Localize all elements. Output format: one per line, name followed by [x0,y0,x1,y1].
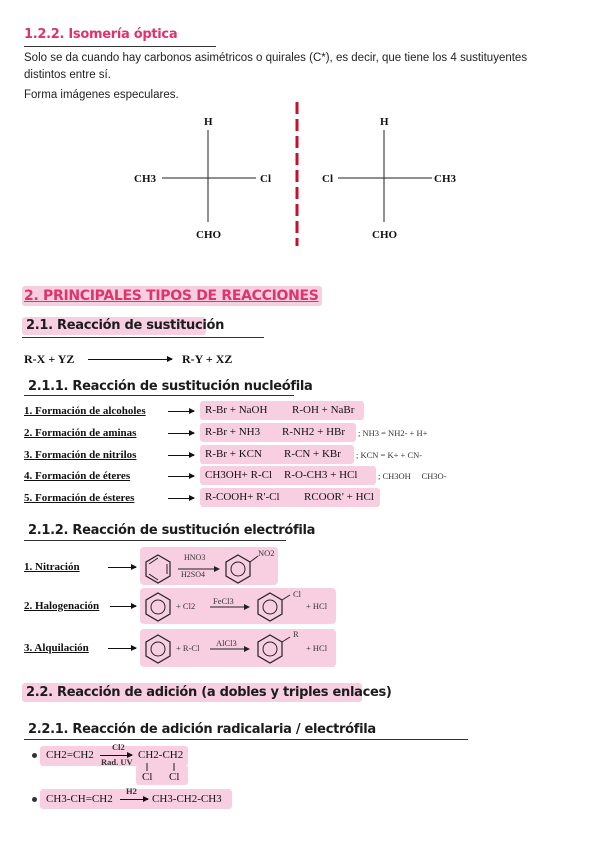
nucleophilic-row-4-label: 4. Formación de éteres [24,470,131,482]
bullet-1 [32,753,37,758]
mol-right-right: CH3 [434,173,456,185]
section-212-underline [24,540,286,541]
section-21-title: 2.1. Reacción de sustitución [26,318,225,333]
alkylation-plus: + R-Cl [176,643,200,653]
halogenation-reagent: FeCl3 [213,596,234,606]
nucleophilic-row-3-label: 3. Formación de nitrilos [24,449,137,461]
nucleophilic-row-3-reactants: R-Br + KCN [205,448,262,460]
section-221-title: 2.2.1. Reacción de adición radicalaria / electrófila [28,722,376,737]
nucleophilic-row-3-products: R-CN + KBr [284,448,341,460]
section-211-title: 2.1.1. Reacción de sustitución nucleófila [28,379,313,394]
nucleophilic-row-5-label: 5. Formación de ésteres [24,492,135,504]
eq-21-arrow [88,359,172,360]
nucleophilic-row-1-arrow [168,411,194,412]
eq2-reagent-top: H2 [126,786,137,796]
eq1-sub1: Cl [142,771,153,783]
nitration-substituent: NO2 [258,548,275,558]
eq-21-right: R-Y + XZ [182,352,233,366]
mol-left-top: H [204,116,213,128]
eq2-arrow [120,799,148,800]
eq2-product: CH3-CH2-CH3 [152,793,222,805]
halogenation-substituent: Cl [293,589,302,599]
section-title-isomeria-optica: 1.2.2. Isomería óptica [24,27,178,42]
section-21-underline [22,337,264,338]
nucleophilic-row-4-arrow [168,476,194,477]
mol-left-left: CH3 [134,173,156,185]
eq1-reagent-bottom: Rad. UV [101,757,133,767]
electrophilic-row-2-arrow [110,606,136,607]
eq1-arrow [100,755,132,756]
mol-right-left: Cl [322,173,333,185]
nucleophilic-row-4-products: R-O-CH3 + HCl [284,469,358,481]
eq-21-left: R-X + YZ [24,352,75,366]
mol-right-top: H [380,116,389,128]
halogenation-byproduct: + HCl [306,601,328,611]
nitration-reagent-top: HNO3 [184,553,206,562]
section-212-title: 2.1.2. Reacción de sustitución electrófila [28,523,316,538]
alkylation-reagent: AlCl3 [216,638,237,648]
eq1-reagent-top: Cl2 [112,742,125,752]
electrophilic-row-1-label: 1. Nitración [24,561,80,573]
nucleophilic-row-5-arrow [168,498,194,499]
paragraph-line-1: Solo se da cuando hay carbonos asimétricos o quirales (C*), es decir, que tiene los 4 sustituyentes [24,52,528,64]
nucleophilic-row-2-products: R-NH2 + HBr [282,426,346,438]
eq1-reactant: CH2=CH2 [46,749,94,761]
eq2-reactant: CH3-CH=CH2 [46,793,113,805]
section-221-underline [24,739,468,740]
alkylation-substituent: R [293,629,299,639]
nucleophilic-row-2-arrow [168,433,194,434]
paragraph-line-3: Forma imágenes especulares. [24,89,179,101]
nucleophilic-row-4-reactants: CH3OH+ R-Cl [205,469,273,481]
electrophilic-row-3-label: 3. Alquilación [24,642,89,654]
title-underline [24,46,216,47]
nucleophilic-row-1-label: 1. Formación de alcoholes [24,405,146,417]
nucleophilic-row-5-products: RCOOR' + HCl [304,491,374,503]
nucleophilic-row-1-reactants: R-Br + NaOH [205,404,268,416]
nucleophilic-row-2-reactants: R-Br + NH3 [205,426,261,438]
nucleophilic-row-3-note: ; KCN = K+ + CN- [356,450,423,460]
electrophilic-row-2-label: 2. Halogenación [24,600,100,612]
nitration-reagent-bottom: H2SO4 [181,570,206,579]
nucleophilic-row-4-note: ; CH3OH CH3O- [378,471,447,481]
nucleophilic-row-2-label: 2. Formación de aminas [24,427,137,439]
bullet-2 [32,797,37,802]
mol-left-bottom: CHO [196,229,222,241]
nucleophilic-row-2-note: ; NH3 = NH2- + H+ [358,428,428,438]
section-22-title: 2.2. Reacción de adición (a dobles y triples enlaces) [26,685,392,700]
electrophilic-row-3-arrow [108,648,136,649]
section-211-underline [24,395,294,396]
nucleophilic-row-1-products: R-OH + NaBr [292,404,355,416]
halogenation-plus: + Cl2 [176,601,196,611]
mol-left-right: Cl [260,173,271,185]
eq1-product: CH2-CH2 [138,749,184,761]
paragraph-line-2: distintos entre sí. [24,69,111,81]
electrophilic-row-1-arrow [108,567,136,568]
eq1-sub2: Cl [169,771,180,783]
mol-right-bottom: CHO [372,229,398,241]
nucleophilic-row-3-arrow [168,455,194,456]
nucleophilic-row-5-reactants: R-COOH+ R'-Cl [205,491,280,503]
section-2-title: 2. PRINCIPALES TIPOS DE REACCIONES [24,288,319,304]
alkylation-byproduct: + HCl [306,643,328,653]
